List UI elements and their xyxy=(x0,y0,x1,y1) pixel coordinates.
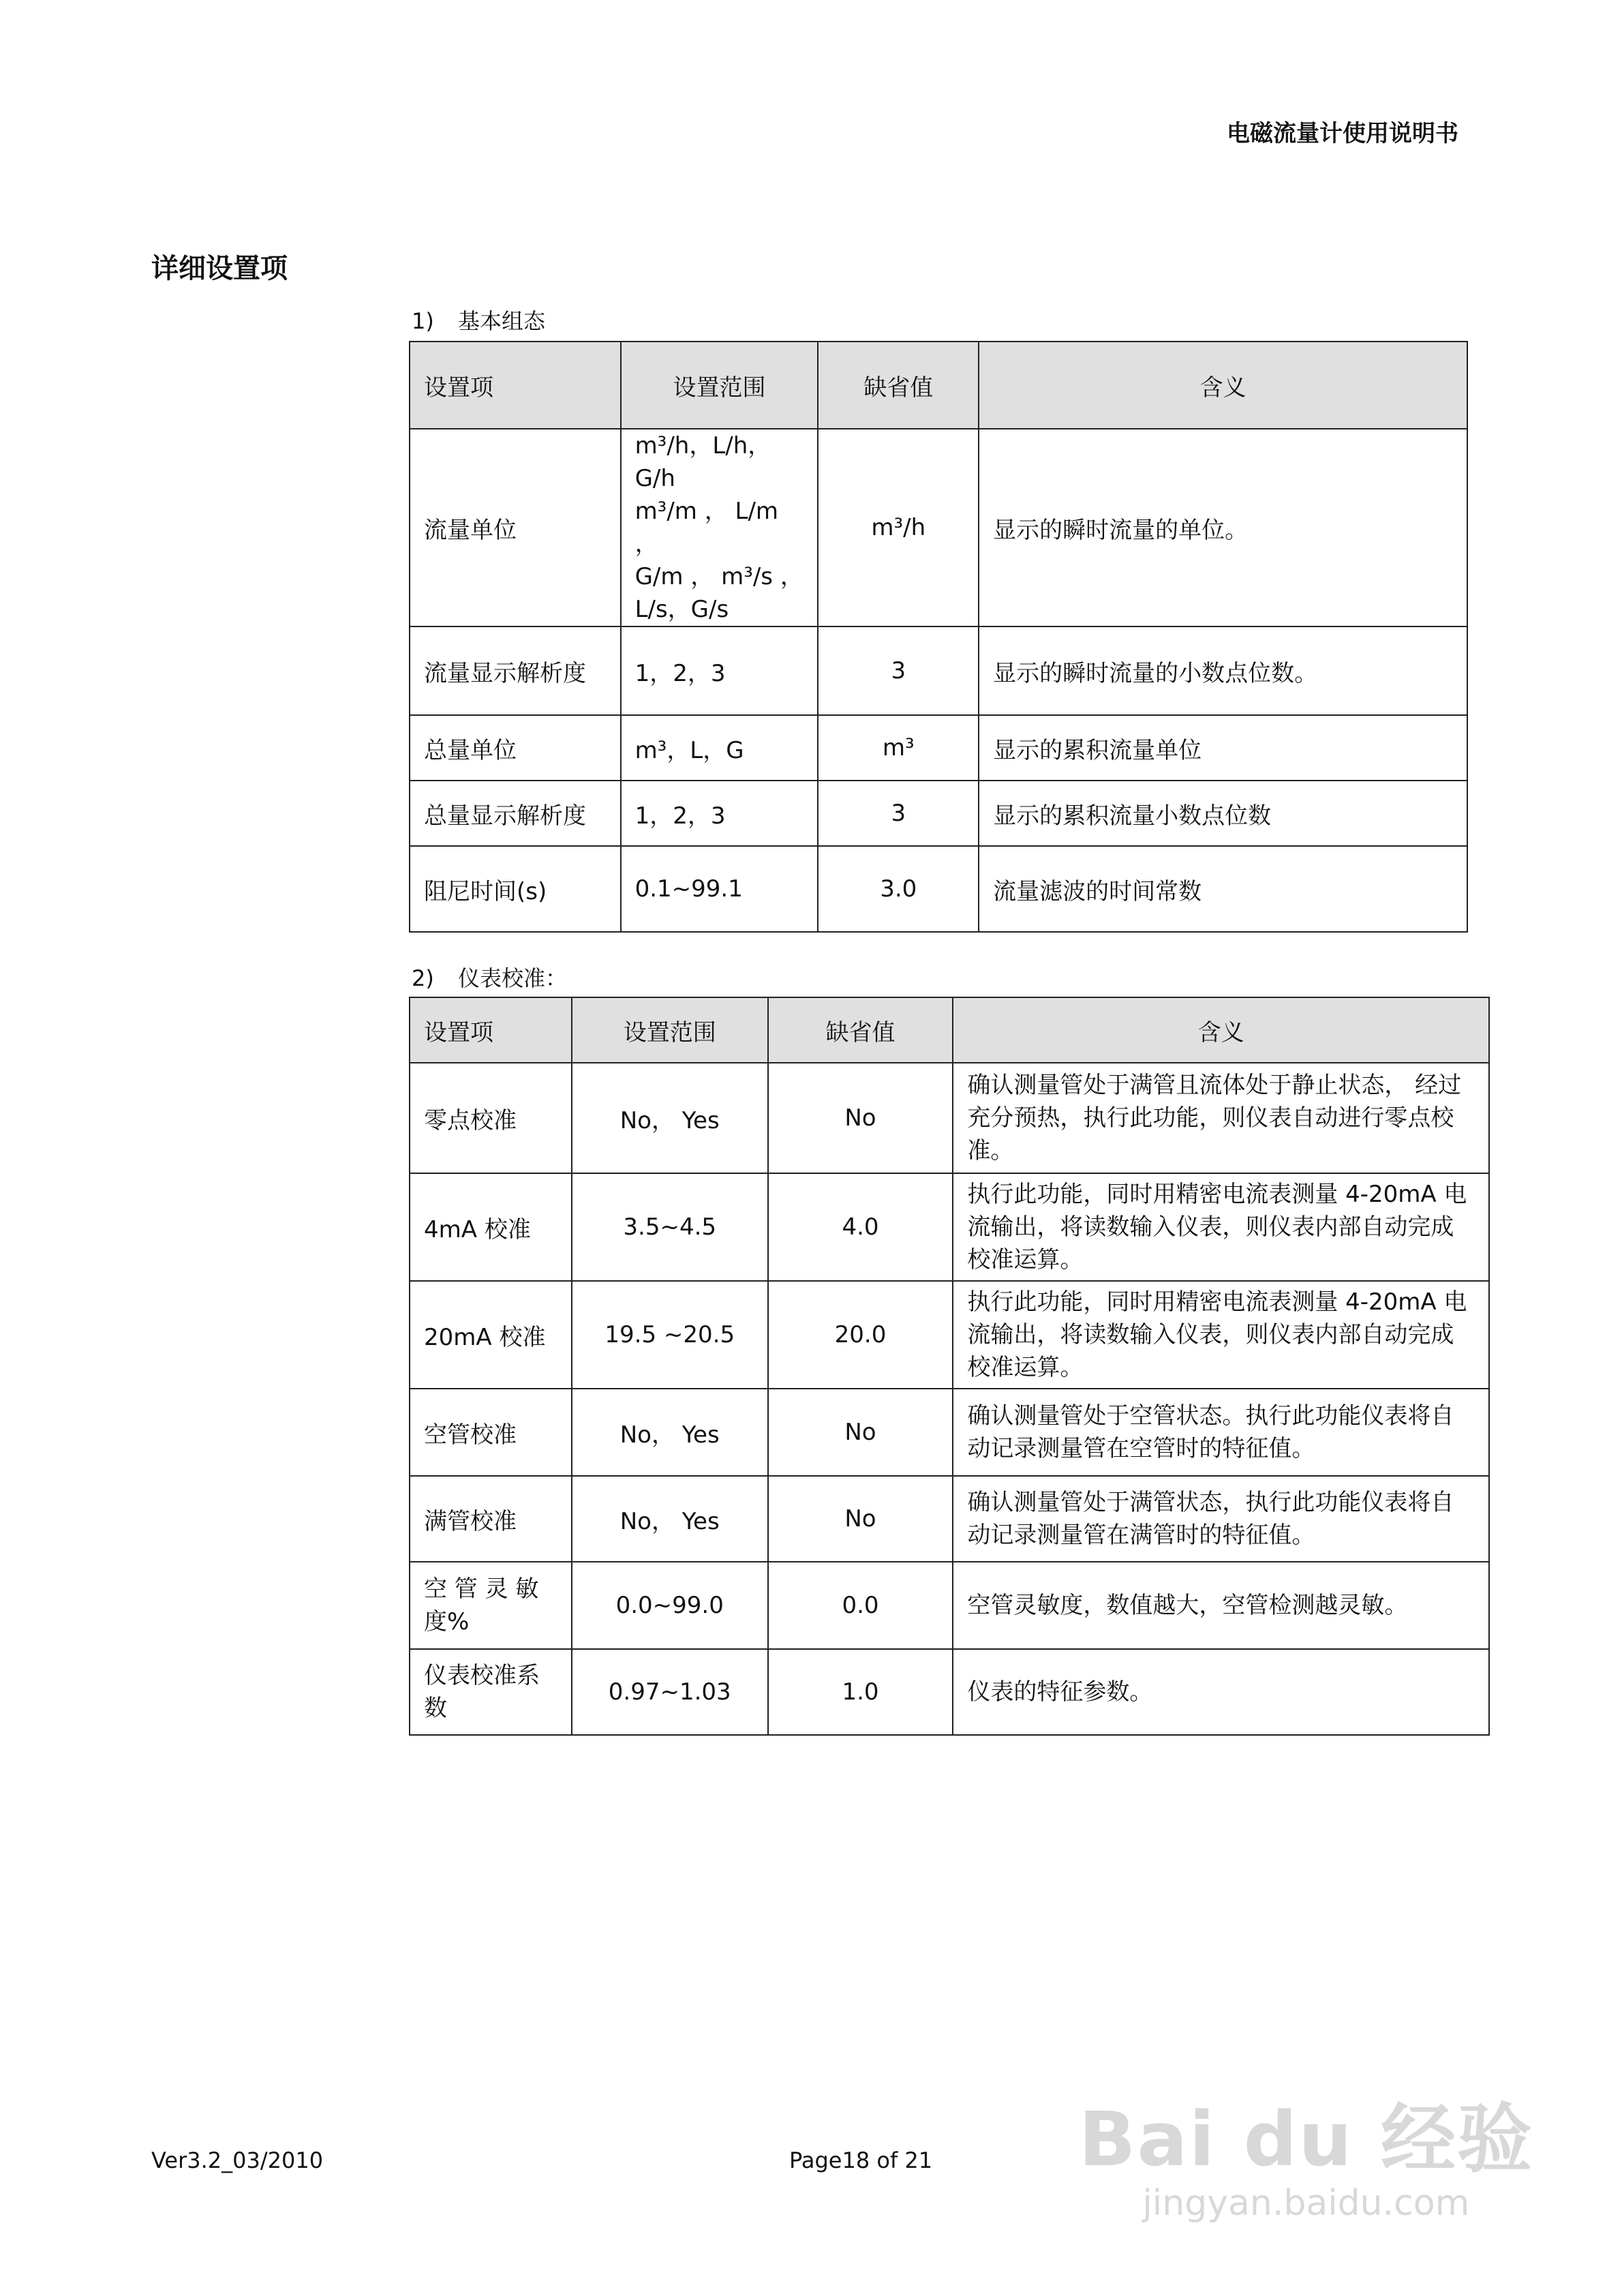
table-row xyxy=(410,626,1467,715)
meaning-cell: 执行此功能，同时用精密电流表测量 4-20mA 电流输出，将读数输入仪表，则仪表内部自动完成校准运算。 xyxy=(953,1173,1489,1281)
meaning-cell: 仪表的特征参数。 xyxy=(953,1649,1489,1735)
baidu-jingyan-watermark xyxy=(1079,2079,1533,2224)
range-cell xyxy=(621,429,818,626)
table1-caption-text: 基本组态 xyxy=(458,308,546,334)
range-line: L/s，G/s xyxy=(634,596,729,623)
range-cell: 19.5 ~20.5 xyxy=(572,1281,768,1389)
table-row xyxy=(410,846,1467,932)
range-cell: No， Yes xyxy=(572,1476,768,1562)
meaning-cell: 显示的瞬时流量的小数点位数。 xyxy=(979,626,1467,715)
range-cell: m³，L，G xyxy=(621,715,818,781)
range-cell: 3.5~4.5 xyxy=(572,1173,768,1281)
meaning-cell: 流量滤波的时间常数 xyxy=(979,846,1467,932)
default-cell: No xyxy=(768,1389,953,1476)
meaning-cell: 确认测量管处于满管且流体处于静止状态， 经过充分预热，执行此功能，则仪表自动进行零点校准。 xyxy=(953,1063,1489,1173)
item-cell: 零点校准 xyxy=(410,1063,572,1173)
header-cell: 设置范围 xyxy=(572,997,768,1063)
item-cell: 总量显示解析度 xyxy=(410,781,621,846)
table2-caption-text: 仪表校准： xyxy=(458,965,568,991)
item-cell: 4mA 校准 xyxy=(410,1173,572,1281)
default-cell: m³/h xyxy=(818,429,979,626)
table-row xyxy=(410,1173,1489,1281)
range-cell: 0.0~99.0 xyxy=(572,1562,768,1649)
table-header-row xyxy=(410,997,1489,1063)
item-cell: 仪表校准系数 xyxy=(410,1649,572,1735)
table-row xyxy=(410,1281,1489,1389)
default-cell: 3.0 xyxy=(818,846,979,932)
range-cell: 0.97~1.03 xyxy=(572,1649,768,1735)
meaning-cell: 执行此功能，同时用精密电流表测量 4-20mA 电流输出，将读数输入仪表，则仪表内部自动完成校准运算。 xyxy=(953,1281,1489,1389)
table-row xyxy=(410,1063,1489,1173)
header-cell: 缺省值 xyxy=(768,997,953,1063)
table-row xyxy=(410,1649,1489,1735)
header-cell: 设置项 xyxy=(410,342,621,429)
footer-version: Ver3.2_03/2010 xyxy=(151,2147,324,2173)
meaning-cell: 显示的瞬时流量的单位。 xyxy=(979,429,1467,626)
item-cell: 满管校准 xyxy=(410,1476,572,1562)
meaning-cell: 确认测量管处于空管状态。执行此功能仪表将自动记录测量管在空管时的特征值。 xyxy=(953,1389,1489,1476)
default-cell: 3 xyxy=(818,781,979,846)
item-cell: 空管校准 xyxy=(410,1389,572,1476)
table-row xyxy=(410,781,1467,846)
range-cell: 1，2，3 xyxy=(621,626,818,715)
watermark-url: jingyan.baidu.com xyxy=(1142,2183,1470,2224)
range-cell: 0.1~99.1 xyxy=(621,846,818,932)
default-cell: 0.0 xyxy=(768,1562,953,1649)
header-cell: 设置项 xyxy=(410,997,572,1063)
meaning-cell: 空管灵敏度，数值越大，空管检测越灵敏。 xyxy=(953,1562,1489,1649)
table1-caption xyxy=(412,304,545,335)
meaning-cell: 显示的累积流量小数点位数 xyxy=(979,781,1467,846)
range-cell: 1，2，3 xyxy=(621,781,818,846)
header-cell: 含义 xyxy=(953,997,1489,1063)
item-cell: 流量单位 xyxy=(410,429,621,626)
default-cell: 20.0 xyxy=(768,1281,953,1389)
table2-caption xyxy=(412,961,567,993)
item-cell: 20mA 校准 xyxy=(410,1281,572,1389)
basic-config-table xyxy=(409,341,1468,933)
item-cell: 阻尼时间(s) xyxy=(410,846,621,932)
table-row xyxy=(410,1389,1489,1476)
meaning-cell: 确认测量管处于满管状态，执行此功能仪表将自动记录测量管在满管时的特征值。 xyxy=(953,1476,1489,1562)
item-cell: 空 管 灵 敏 度% xyxy=(410,1562,572,1649)
document-header-title: 电磁流量计使用说明书 xyxy=(1227,120,1458,147)
default-cell: m³ xyxy=(818,715,979,781)
table1-number: 1) xyxy=(412,308,434,334)
meaning-cell: 显示的累积流量单位 xyxy=(979,715,1467,781)
table-header-row xyxy=(410,342,1467,429)
range-line: m³/h，L/h，G/h xyxy=(634,432,771,492)
table-row xyxy=(410,1476,1489,1562)
watermark-logo: Bai du 经验 xyxy=(1078,2096,1533,2183)
table2-number: 2) xyxy=(412,965,434,991)
default-cell: 4.0 xyxy=(768,1173,953,1281)
default-cell: 1.0 xyxy=(768,1649,953,1735)
range-cell: No， Yes xyxy=(572,1389,768,1476)
header-cell: 含义 xyxy=(979,342,1467,429)
table-row xyxy=(410,1562,1489,1649)
range-line: G/m ， m³/s ， xyxy=(634,563,804,590)
table-row xyxy=(410,429,1467,626)
calibration-table xyxy=(409,997,1490,1736)
section-title: 详细设置项 xyxy=(151,253,288,284)
footer-page-number: Page18 of 21 xyxy=(789,2147,933,2173)
header-cell: 缺省值 xyxy=(818,342,979,429)
item-cell: 总量单位 xyxy=(410,715,621,781)
table-row xyxy=(410,715,1467,781)
default-cell: No xyxy=(768,1476,953,1562)
item-cell: 流量显示解析度 xyxy=(410,626,621,715)
range-line: m³/m ， L/m ， xyxy=(634,498,779,558)
range-cell: No， Yes xyxy=(572,1063,768,1173)
default-cell: 3 xyxy=(818,626,979,715)
default-cell: No xyxy=(768,1063,953,1173)
header-cell: 设置范围 xyxy=(621,342,818,429)
